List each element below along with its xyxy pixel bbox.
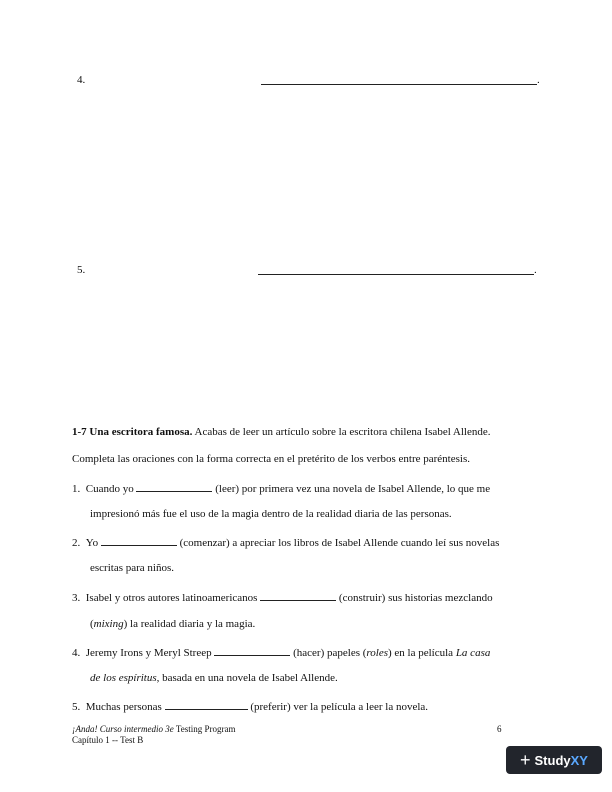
footer-chapter: Capítulo 1 -- Test B	[72, 735, 144, 745]
section-intro-text: Acabas de leer un artículo sobre la escritora chilena Isabel Allende.	[192, 426, 491, 438]
item-4-text-rest: basada en una novela de Isabel Allende.	[159, 672, 338, 684]
item-number: 3.	[72, 592, 81, 604]
studyxy-logo[interactable]	[506, 746, 602, 774]
answer-blank-5[interactable]	[258, 263, 534, 275]
footer-page-number: 6	[497, 724, 502, 734]
item-2-text-end: (comenzar) a apreciar los libros de Isabel Allende cuando leí sus novelas	[176, 537, 500, 549]
item-3-text-start: Isabel y otros autores latinoamericanos	[85, 592, 261, 604]
item-4-line-2	[90, 671, 338, 685]
item-2-text-start: Yo	[85, 537, 101, 549]
item-5-text-end: (preferir) ver la película a leer la novela.	[247, 701, 429, 713]
item-4-italic-title-end: de los espíritus,	[90, 672, 160, 684]
badge-study: Study	[534, 752, 571, 768]
item-5-line-1	[72, 698, 428, 714]
item-3-text-end: (construir) sus historias mezclando	[336, 592, 493, 604]
item-4-line-1	[72, 644, 490, 660]
item-2-line-2: escritas para niños.	[90, 562, 174, 574]
item-3-paren: (	[90, 618, 94, 630]
section-intro	[72, 425, 490, 439]
item-4-italic-title: La casa	[455, 647, 491, 659]
item-1-line-2: impresionó más fue el uso de la magia dentro de la realidad diaria de las personas.	[90, 508, 452, 520]
item-number: 1.	[72, 483, 81, 495]
item-5-text-start: Muchas personas	[85, 701, 165, 713]
item-5-blank[interactable]	[165, 698, 248, 710]
item-number: 4.	[72, 647, 81, 659]
item-3-italic: mixing	[93, 618, 124, 630]
item-4-italic-roles: roles	[366, 647, 388, 659]
item-4-blank[interactable]	[214, 644, 290, 656]
item-1-line-1	[72, 480, 490, 496]
item-1-text-end: (leer) por primera vez una novela de Isabel Allende, lo que me	[212, 483, 491, 495]
answer-number-5: 5.	[77, 264, 86, 276]
item-number: 2.	[72, 537, 81, 549]
item-3-line-2	[90, 617, 255, 631]
answer-suffix-4: .	[537, 74, 540, 86]
plus-icon: +	[520, 749, 531, 770]
answer-blank-4[interactable]	[261, 73, 537, 85]
badge-text	[535, 753, 588, 768]
item-3-text-rest: ) la realidad diaria y la magia.	[123, 618, 256, 630]
section-instructions: Completa las oraciones con la forma correcta en el pretérito de los verbos entre paréntesis.	[72, 453, 470, 465]
footer-book-title: ¡Anda! Curso intermedio 3e	[72, 724, 174, 734]
item-1-text-start: Cuando yo	[85, 483, 137, 495]
item-4-text-after: ) en la película	[388, 647, 456, 659]
item-3-blank[interactable]	[260, 589, 336, 601]
item-1-blank[interactable]	[136, 480, 212, 492]
item-2-blank[interactable]	[101, 534, 177, 546]
item-3-line-1	[72, 589, 493, 605]
footer-program: Testing Program	[173, 724, 236, 734]
section-title: 1-7 Una escritora famosa.	[72, 426, 193, 438]
item-2-line-1	[72, 534, 499, 550]
item-number: 5.	[72, 701, 81, 713]
footer-book	[72, 724, 235, 735]
answer-number-4: 4.	[77, 74, 86, 86]
answer-suffix-5: .	[534, 264, 537, 276]
item-4-text-start: Jeremy Irons y Meryl Streep	[85, 647, 215, 659]
item-4-text-mid: (hacer) papeles (	[290, 647, 367, 659]
badge-xy: XY	[570, 752, 588, 768]
